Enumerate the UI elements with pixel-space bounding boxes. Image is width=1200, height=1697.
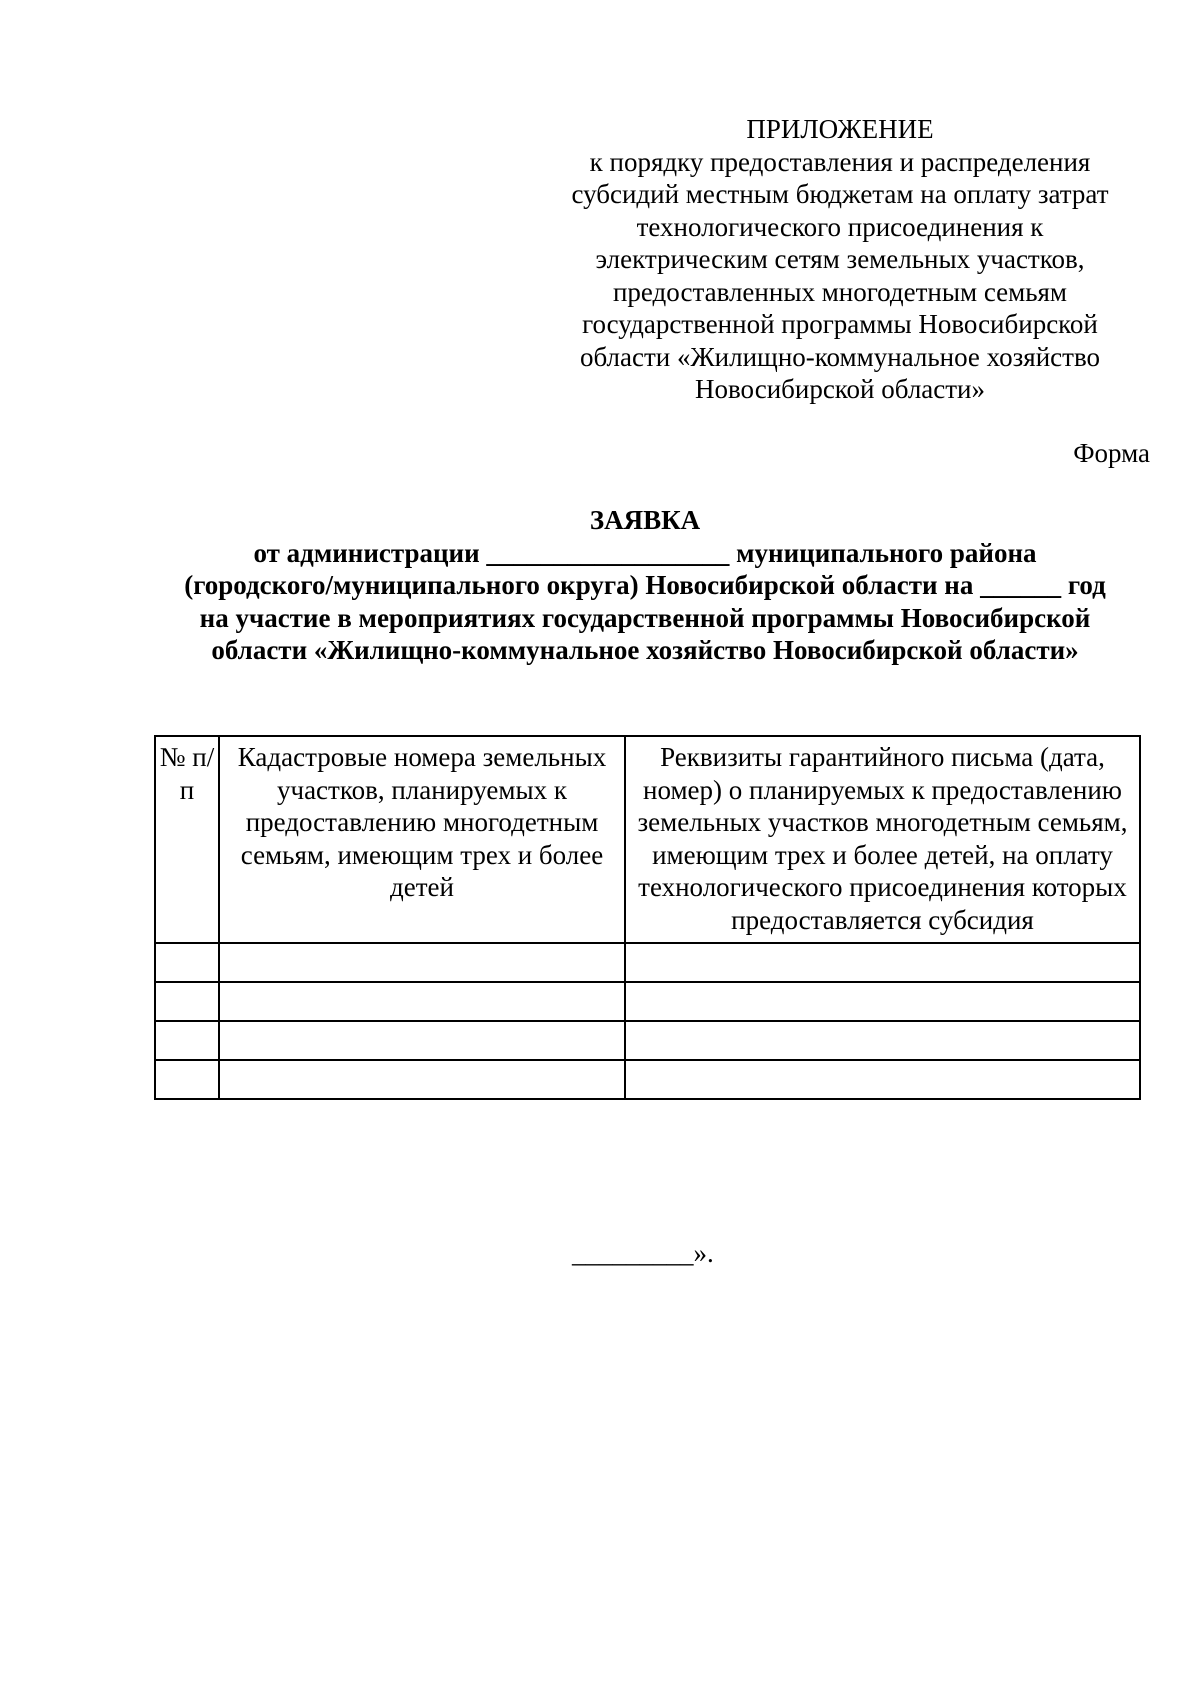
table-cell[interactable] bbox=[155, 943, 219, 982]
application-title bbox=[100, 504, 1190, 667]
appendix-line: субсидий местным бюджетам на оплату затрат bbox=[571, 179, 1109, 209]
table-cell[interactable] bbox=[155, 1060, 219, 1099]
table-cell[interactable] bbox=[625, 982, 1140, 1021]
title-line: области «Жилищно-коммунальное хозяйство Новосибирской области» bbox=[211, 635, 1079, 665]
appendix-line: области «Жилищно-коммунальное хозяйство bbox=[579, 341, 1101, 372]
title-heading: ЗАЯВКА bbox=[589, 505, 701, 535]
column-header-guarantee-letter: Реквизиты гарантийного письма (дата, номер) о планируемых к предоставлению земельных участков многодетным семьям, имеющим трех и более детей, на оплату технологического присоединения которых предоставляется субсидия bbox=[625, 736, 1140, 943]
title-line: (городского/муниципального округа) Новосибирской области на ______ год bbox=[184, 570, 1106, 600]
appendix-line: технологического присоединения к bbox=[636, 211, 1044, 242]
table-cell[interactable] bbox=[219, 1021, 625, 1060]
table-cell[interactable] bbox=[625, 943, 1140, 982]
closing-signature-line: _________». bbox=[572, 1238, 714, 1268]
appendix-line: Новосибирской области» bbox=[694, 374, 986, 404]
table-cell[interactable] bbox=[219, 943, 625, 982]
table-header-row bbox=[155, 736, 1140, 943]
table-row bbox=[155, 1021, 1140, 1060]
column-header-number: № п/п bbox=[155, 736, 219, 943]
column-header-cadastral-numbers: Кадастровые номера земельных участков, планируемых к предоставлению многодетным семьям, имеющим трех и более детей bbox=[219, 736, 625, 943]
appendix-header bbox=[545, 113, 1135, 406]
title-line: на участие в мероприятиях государственной программы Новосибирской bbox=[199, 602, 1091, 633]
appendix-line: государственной программы Новосибирской bbox=[582, 309, 1098, 339]
table-cell[interactable] bbox=[155, 982, 219, 1021]
table-row bbox=[155, 1060, 1140, 1099]
form-label: Форма bbox=[1073, 438, 1150, 468]
table-cell[interactable] bbox=[625, 1060, 1140, 1099]
appendix-title: ПРИЛОЖЕНИЕ bbox=[746, 114, 934, 144]
appendix-line: электрическим сетям земельных участков, bbox=[595, 244, 1085, 274]
appendix-line: предоставленных многодетным семьям bbox=[612, 276, 1068, 307]
table-cell[interactable] bbox=[219, 982, 625, 1021]
appendix-line: к порядку предоставления и распределения bbox=[589, 146, 1091, 177]
table-cell[interactable] bbox=[625, 1021, 1140, 1060]
table-cell[interactable] bbox=[219, 1060, 625, 1099]
table-cell[interactable] bbox=[155, 1021, 219, 1060]
application-table bbox=[154, 735, 1141, 1100]
table-row bbox=[155, 982, 1140, 1021]
table-row bbox=[155, 943, 1140, 982]
title-line: от администрации __________________ муниципального района bbox=[253, 537, 1037, 568]
